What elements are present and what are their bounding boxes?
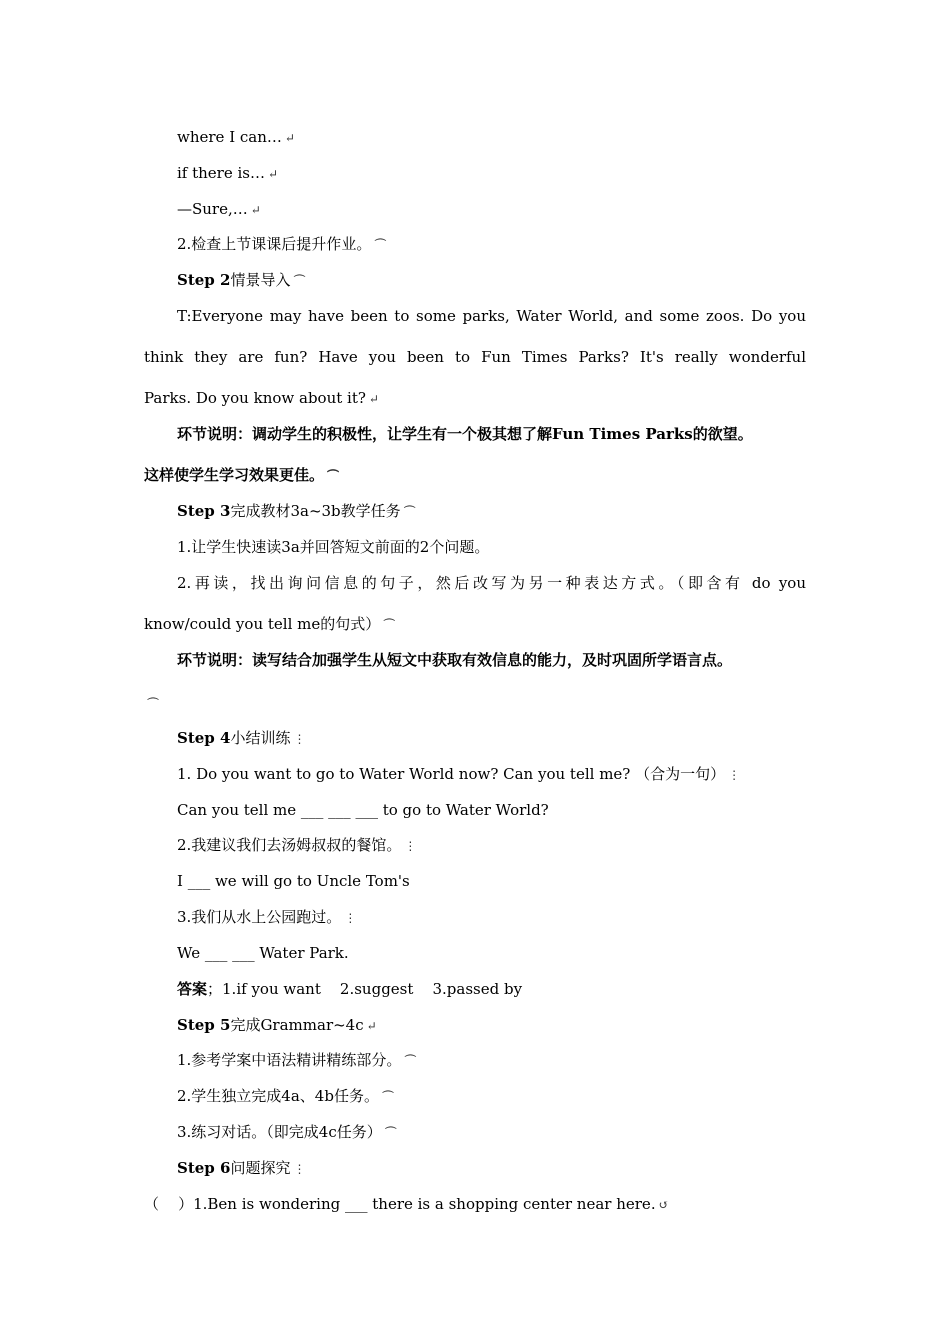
line-text: 1.参考学案中语法精讲精练部分。 bbox=[177, 1051, 402, 1069]
paragraph-mark-icon: ⏜ bbox=[403, 505, 416, 519]
text-line bbox=[177, 797, 806, 823]
line-break-mark-icon: ↵ bbox=[268, 167, 279, 181]
line-text: 这样使学生学习效果更佳。 bbox=[144, 466, 325, 484]
line-text: 2.再读，找出询问信息的句子，然后改写为另一种表达方式。（即含有 do you bbox=[177, 574, 806, 592]
field-mark-icon: ⋮ bbox=[728, 768, 741, 782]
line-text: 1.让学生快速读3a并回答短文前面的2个问题。 bbox=[177, 538, 490, 556]
step-number: Step 3 bbox=[177, 502, 231, 520]
line-text: （ ）1.Ben is wondering ___ there is a shopping center near here. bbox=[144, 1195, 656, 1213]
section-note bbox=[177, 421, 806, 447]
step-title: 问题探究 bbox=[230, 1159, 291, 1177]
paragraph-mark-icon: ⏜ bbox=[404, 1054, 416, 1068]
line-text: We ___ ___ Water Park. bbox=[177, 944, 349, 962]
line-text: if there is… bbox=[177, 164, 265, 182]
line-text bbox=[177, 1016, 364, 1034]
step-heading bbox=[177, 1155, 806, 1181]
line-text: 3.练习对话。（即完成4c任务） bbox=[177, 1123, 382, 1141]
text-line bbox=[177, 1119, 806, 1145]
step-heading bbox=[177, 1012, 806, 1038]
answer-line bbox=[177, 976, 806, 1002]
step-heading bbox=[177, 498, 806, 524]
paragraph-mark-icon: ⏜ bbox=[293, 274, 306, 288]
text-line bbox=[177, 231, 806, 257]
section-note bbox=[177, 647, 806, 673]
line-text: 2.检查上节课课后提升作业。 bbox=[177, 235, 372, 253]
line-text: 3.我们从水上公园跑过。 bbox=[177, 908, 342, 926]
line-text bbox=[177, 271, 290, 289]
line-text: 2.我建议我们去汤姆叔叔的餐馆。 bbox=[177, 836, 402, 854]
line-break-mark-icon: ↵ bbox=[250, 203, 261, 217]
line-text: know/could you tell me的句式） bbox=[144, 615, 381, 633]
line-text: I ___ we will go to Uncle Tom's bbox=[177, 872, 410, 890]
step-number: Step 5 bbox=[177, 1016, 231, 1034]
line-text bbox=[177, 729, 290, 747]
field-mark-icon: ⋮ bbox=[344, 911, 357, 925]
field-mark-icon: ⋮ bbox=[293, 1162, 306, 1176]
step-title: 小结训练 bbox=[230, 729, 291, 747]
line-text: 2.学生独立完成4a、4b任务。 bbox=[177, 1087, 379, 1105]
text-line bbox=[144, 690, 806, 716]
line-text: where I can… bbox=[177, 128, 282, 146]
line-text: 环节说明：读写结合加强学生从短文中获取有效信息的能力，及时巩固所学语言点。 bbox=[177, 651, 733, 669]
step-heading bbox=[177, 725, 806, 751]
answer-text: ；1.if you want 2.suggest 3.passed by bbox=[207, 980, 523, 998]
hook-mark-icon: ↺ bbox=[658, 1198, 669, 1212]
line-break-mark-icon: ↵ bbox=[284, 131, 295, 145]
paragraph-mark-icon: ⏜ bbox=[374, 238, 386, 252]
text-line bbox=[177, 570, 806, 596]
text-line bbox=[144, 611, 806, 637]
field-mark-icon: ⋮ bbox=[404, 839, 417, 853]
line-text bbox=[177, 1159, 290, 1177]
text-line bbox=[177, 761, 806, 787]
text-line bbox=[177, 196, 806, 222]
line-text: —Sure,… bbox=[177, 200, 248, 218]
text-line bbox=[177, 904, 806, 930]
step-number: Step 4 bbox=[177, 729, 231, 747]
line-text: 1. Do you want to go to Water World now? Can you tell me? （合为一句） bbox=[177, 765, 726, 783]
text-line bbox=[177, 124, 806, 150]
text-line bbox=[177, 868, 806, 894]
field-mark-icon: ⋮ bbox=[293, 732, 306, 746]
step-title: 完成Grammar~4c bbox=[230, 1016, 364, 1034]
text-line bbox=[177, 940, 806, 966]
line-text: 环节说明：调动学生的积极性，让学生有一个极其想了解Fun Times Parks的欲望。 bbox=[177, 425, 753, 443]
text-line bbox=[177, 1047, 806, 1073]
step-number: Step 6 bbox=[177, 1159, 231, 1177]
line-text: T:Everyone may have been to some parks, Water World, and some zoos. Do you bbox=[177, 307, 806, 325]
answer-label: 答案 bbox=[177, 980, 208, 998]
line-break-mark-icon: ↵ bbox=[368, 392, 379, 406]
step-heading bbox=[177, 267, 806, 293]
text-line bbox=[177, 534, 806, 560]
line-text bbox=[177, 502, 401, 520]
section-note bbox=[144, 462, 806, 488]
text-line bbox=[177, 303, 806, 329]
step-title: 情景导入 bbox=[230, 271, 291, 289]
step-title: 完成教材3a~3b教学任务 bbox=[230, 502, 401, 520]
text-line bbox=[144, 385, 806, 411]
step-number: Step 2 bbox=[177, 271, 231, 289]
text-line bbox=[144, 344, 806, 370]
line-text: Parks. Do you know about it? bbox=[144, 389, 366, 407]
text-line bbox=[177, 160, 806, 186]
line-break-mark-icon: ↵ bbox=[366, 1019, 377, 1033]
text-line bbox=[177, 832, 806, 858]
question-line bbox=[144, 1191, 806, 1217]
paragraph-mark-icon: ⏜ bbox=[384, 1126, 397, 1140]
paragraph-mark-icon: ⏜ bbox=[327, 469, 339, 483]
paragraph-mark-icon: ⏜ bbox=[383, 618, 395, 632]
paragraph-mark-icon: ⏜ bbox=[147, 697, 159, 711]
paragraph-mark-icon: ⏜ bbox=[381, 1090, 394, 1104]
line-text: think they are fun? Have you been to Fun Times Parks? It's really wonderful bbox=[144, 348, 806, 366]
text-line bbox=[177, 1083, 806, 1109]
line-text: Can you tell me ___ ___ ___ to go to Water World? bbox=[177, 801, 549, 819]
